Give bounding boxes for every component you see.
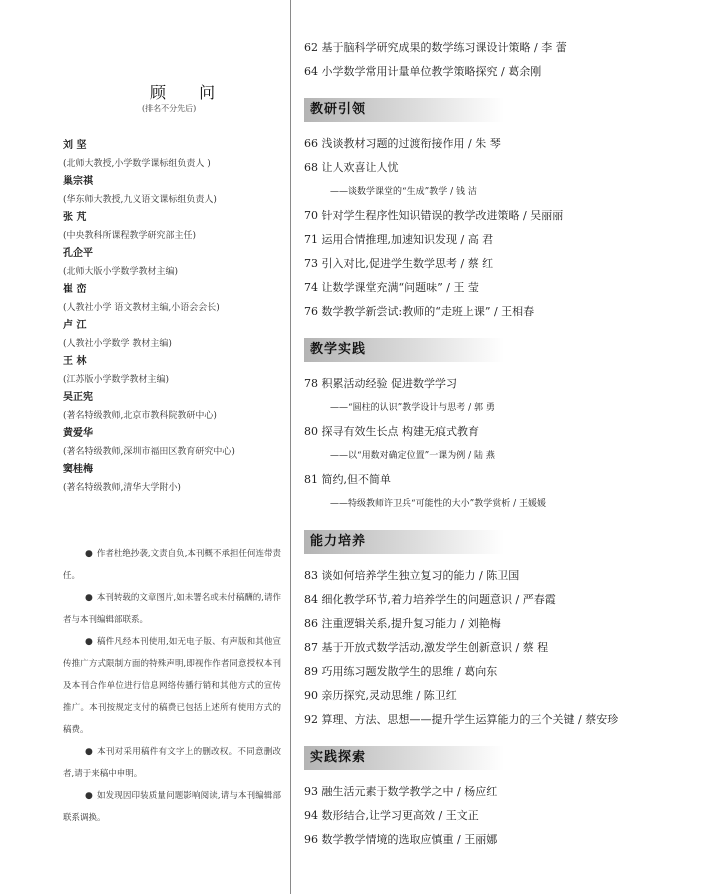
toc-entry: 71 运用合情推理,加速知识发现 / 高 君 bbox=[304, 233, 494, 246]
toc-subtitle: ——谈数学课堂的“生成”教学 / 钱 洁 bbox=[330, 187, 477, 197]
section-header bbox=[304, 530, 504, 554]
advisor-description: (华东师大教授,九义语文课标组负责人) bbox=[63, 195, 217, 205]
toc-entry: 92 算理、方法、思想——提升学生运算能力的三个关键 / 蔡安珍 bbox=[304, 713, 619, 726]
toc-entry: 84 细化教学环节,着力培养学生的问题意识 / 严春霞 bbox=[304, 593, 556, 606]
toc-subtitle: ——以“用数对确定位置”一课为例 / 陆 燕 bbox=[330, 451, 495, 461]
advisors-title: 顾 问 bbox=[150, 83, 230, 102]
advisor-description: (著名特级教师,北京市教科院教研中心) bbox=[63, 411, 217, 421]
section-title: 实践探索 bbox=[310, 750, 367, 765]
advisor-description: (北师大教授,小学数学课标组负责人 ) bbox=[63, 159, 211, 169]
toc-entry: 86 注重逻辑关系,提升复习能力 / 刘艳梅 bbox=[304, 617, 501, 630]
toc-entry: 87 基于开放式数学活动,激发学生创新意识 / 蔡 程 bbox=[304, 641, 549, 654]
toc-subtitle: ——特级教师许卫兵“可能性的大小”教学赏析 / 王媛媛 bbox=[330, 499, 546, 509]
toc-entry: 68 让人欢喜让人忧 bbox=[304, 161, 399, 174]
advisor-name: 王 林 bbox=[63, 356, 87, 367]
advisors-note: (排名不分先后) bbox=[142, 104, 197, 113]
table-of-contents bbox=[304, 36, 714, 852]
toc-entry: 83 谈如何培养学生独立复习的能力 / 陈卫国 bbox=[304, 569, 520, 582]
advisor-name: 张 芃 bbox=[63, 212, 87, 223]
notices bbox=[63, 543, 281, 829]
notice-item bbox=[63, 631, 281, 741]
toc-subtitle: ——“圆柱的认识”教学设计与思考 / 郭 勇 bbox=[330, 403, 495, 413]
toc-entry: 70 针对学生程序性知识错误的教学改进策略 / 吴丽丽 bbox=[304, 209, 564, 222]
notice-text: 本刊对采用稿件有文字上的删改权。不同意删改者,请于来稿中申明。 bbox=[63, 747, 281, 779]
advisor-name: 吴正宪 bbox=[63, 392, 93, 403]
advisor-description: (中央教科所课程教学研究部主任) bbox=[63, 231, 197, 241]
notice-text: 作者杜绝抄袭,文责自负,本刊概不承担任何连带责任。 bbox=[63, 549, 282, 581]
bullet-icon: ● bbox=[85, 549, 93, 559]
advisor-name: 孔企平 bbox=[63, 248, 93, 259]
bullet-icon: ● bbox=[85, 791, 93, 801]
advisor-name: 卢 江 bbox=[63, 320, 87, 331]
advisor-description: (著名特级教师,清华大学附小) bbox=[63, 483, 181, 493]
toc-entry: 73 引入对比,促进学生数学思考 / 蔡 红 bbox=[304, 257, 494, 270]
notice-text: 如发现因印装质量问题影响阅读,请与本刊编辑部联系调换。 bbox=[63, 791, 281, 823]
notice-item bbox=[63, 587, 281, 631]
advisor-description: (人教社小学 语文教材主编,小语会会长) bbox=[63, 303, 220, 313]
advisor-description: (北师大版小学数学教材主编) bbox=[63, 267, 179, 277]
bullet-icon: ● bbox=[85, 747, 94, 757]
section-header bbox=[304, 338, 504, 362]
advisor-name: 崔 峦 bbox=[63, 284, 87, 295]
toc-entry: 81 简约,但不简单 bbox=[304, 473, 391, 486]
bullet-icon: ● bbox=[85, 637, 93, 647]
toc-entry: 74 让数学课堂充满“问题味” / 王 莹 bbox=[304, 281, 479, 294]
section-title: 教研引领 bbox=[310, 102, 367, 117]
toc-entry: 89 巧用练习题发散学生的思维 / 葛向东 bbox=[304, 665, 498, 678]
toc-entry: 78 积累活动经验 促进数学学习 bbox=[304, 377, 457, 390]
advisor-description: (江苏版小学数学教材主编) bbox=[63, 375, 170, 385]
toc-entry: 64 小学数学常用计量单位教学策略探究 / 葛余刚 bbox=[304, 65, 542, 78]
toc-entry: 90 亲历探究,灵动思维 / 陈卫红 bbox=[304, 689, 457, 702]
toc-entry: 93 融生活元素于数学教学之中 / 杨应红 bbox=[304, 785, 498, 798]
advisor-name: 黄爱华 bbox=[63, 428, 93, 439]
column-divider bbox=[290, 0, 291, 894]
section-title: 能力培养 bbox=[310, 534, 367, 549]
advisor-name: 窦桂梅 bbox=[63, 464, 93, 475]
advisor-description: (人教社小学数学 教材主编) bbox=[63, 339, 172, 349]
notice-item bbox=[63, 741, 281, 785]
notice-text: 稿件凡经本刊使用,如无电子版、有声版和其他宣传推广方式限制方面的特殊声明,即视作作者同意授权本刊及本刊合作单位进行信息网络传播行销和其他方式的宣传推广。本刊按规定支付的稿费已包括上述所有使用方式的稿费。 bbox=[63, 637, 281, 735]
notice-text: 本刊转载的文章图片,如未署名或未付稿酬的,请作者与本刊编辑部联系。 bbox=[63, 593, 282, 625]
toc-entry: 76 数学教学新尝试:教师的“走班上课” / 王相春 bbox=[304, 305, 535, 318]
notice-item bbox=[63, 785, 281, 829]
bullet-icon: ● bbox=[85, 593, 93, 603]
toc-entry: 96 数学教学情境的选取应慎重 / 王丽娜 bbox=[304, 833, 498, 846]
advisor-name: 刘 坚 bbox=[63, 140, 87, 151]
toc-entry: 66 浅谈教材习题的过渡衔接作用 / 朱 琴 bbox=[304, 137, 501, 150]
section-title: 教学实践 bbox=[310, 342, 367, 357]
toc-entry: 80 探寻有效生长点 构建无痕式教育 bbox=[304, 425, 479, 438]
advisor-description: (著名特级教师,深圳市福田区教育研究中心) bbox=[63, 447, 235, 457]
toc-entry: 94 数形结合,让学习更高效 / 王文正 bbox=[304, 809, 479, 822]
advisor-name: 巢宗祺 bbox=[63, 176, 93, 187]
section-header bbox=[304, 746, 504, 770]
toc-entry: 62 基于脑科学研究成果的数学练习课设计策略 / 李 蕾 bbox=[304, 41, 567, 54]
notice-item bbox=[63, 543, 281, 587]
section-header bbox=[304, 98, 504, 122]
advisor-list bbox=[63, 137, 288, 497]
